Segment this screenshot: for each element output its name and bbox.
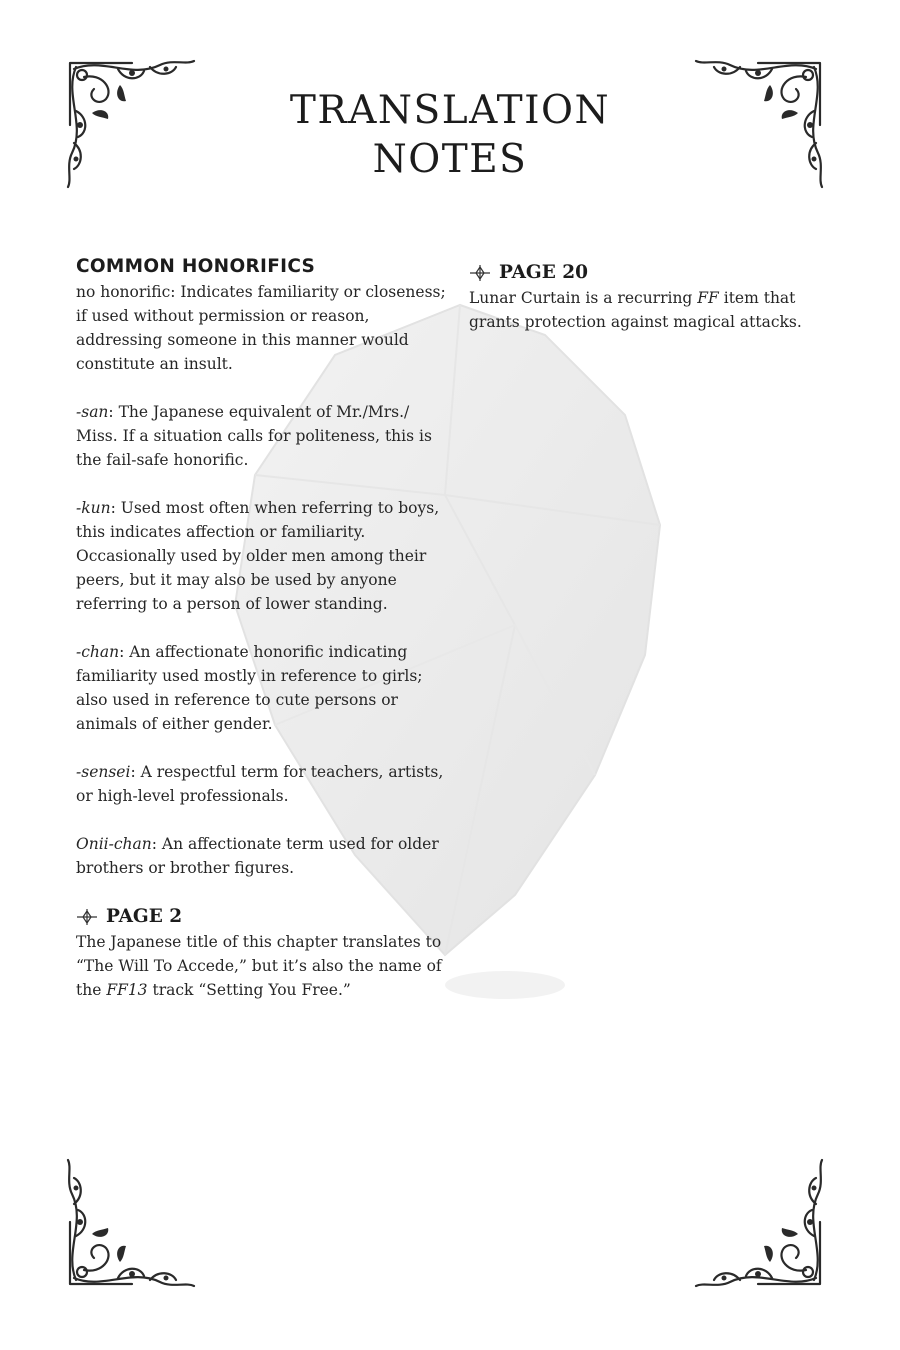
honorific-entry-onii-chan	[76, 832, 446, 880]
right-column	[469, 260, 829, 334]
crosshair-diamond-icon	[469, 265, 491, 281]
honorific-term: -kun	[76, 499, 111, 517]
honorific-term: Onii-chan	[76, 835, 152, 853]
ornate-corner-bottom-left-icon	[62, 1152, 202, 1292]
note-text-part: Lunar Curtain is a recurring	[469, 289, 698, 307]
note-heading-label: PAGE 20	[499, 262, 589, 283]
honorific-term: -sensei	[76, 763, 131, 781]
note-text-page-2	[76, 930, 446, 1002]
honorific-entry-kun	[76, 496, 446, 616]
honorific-term: -chan	[76, 643, 120, 661]
note-text-part: The Japanese title of this chapter translates to “The Will To Accede,” but it’s also the name of the	[76, 933, 442, 999]
title-line-2: NOTES	[372, 137, 528, 182]
note-heading-page-2	[76, 904, 446, 930]
entry-text: : The Japanese equivalent of Mr./Mrs./ Miss. If a situation calls for politeness, this is the fail-safe honorific.	[76, 403, 432, 469]
honorific-entry-chan	[76, 640, 446, 736]
ornate-corner-top-left-icon	[62, 55, 202, 195]
note-text-part: item that grants protection against magical attacks.	[469, 289, 802, 331]
title-line-1: TRANSLATION	[289, 88, 611, 133]
left-column	[76, 254, 446, 1002]
crosshair-diamond-icon	[76, 909, 98, 925]
note-text-page-20	[469, 286, 829, 334]
honorific-term: -san	[76, 403, 109, 421]
note-italic-title: FF	[697, 289, 719, 307]
ornate-corner-bottom-right-icon	[688, 1152, 828, 1292]
entry-text: no honorific: Indicates familiarity or closeness; if used without permission or reason, addressing someone in this manner would constitute an insult.	[76, 283, 446, 373]
entry-text: : A respectful term for teachers, artists, or high-level professionals.	[76, 763, 444, 805]
honorific-entry-none	[76, 280, 446, 376]
note-text-part: track “Setting You Free.”	[147, 981, 351, 999]
page-title	[220, 86, 680, 184]
note-heading-page-20	[469, 260, 829, 286]
ornate-corner-top-right-icon	[688, 55, 828, 195]
honorifics-heading: COMMON HONORIFICS	[76, 256, 316, 277]
note-italic-title: FF13	[106, 981, 148, 999]
note-heading-label: PAGE 2	[106, 906, 183, 927]
honorific-entry-sensei	[76, 760, 446, 808]
entry-text: : Used most often when referring to boys, this indicates affection or familiarity. Occasionally used by older men among their peers, but it may also be used by anyone referring to a person of lower standing.	[76, 499, 440, 613]
entry-text: : An affectionate honorific indicating familiarity used mostly in reference to girls; also used in reference to cute persons or animals of either gender.	[76, 643, 423, 733]
honorific-entry-san	[76, 400, 446, 472]
entry-text: : An affectionate term used for older brothers or brother figures.	[76, 835, 439, 877]
